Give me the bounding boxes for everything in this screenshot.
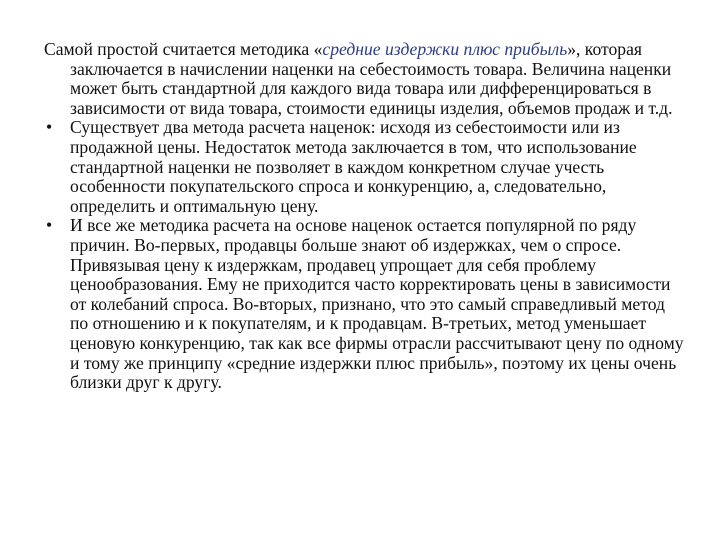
intro-text-after: », которая заключается в начислении наценки на себестоимость товара. Величина наценки может быть стандартной для каждого вида товара или дифференцироваться в зависимости от вида товара, стоимости единицы изделия, объемов продаж и т.д. — [70, 39, 673, 118]
bullet-icon: • — [46, 215, 53, 236]
slide-body — [44, 40, 684, 393]
bullet-text-popularity: И все же методика расчета на основе наценок остается популярной по ряду причин. Во-первых, продавцы больше знают об издержках, чем о спросе. Привязывая цену к издержкам, продавец упрощает для себя проблему ценообразования. Ему не приходится часто корректировать цены в зависимости от колебаний спроса. Во-вторых, признано, что это самый справедливый метод по отношению и к покупателям, и к продавцам. В-третьих, метод уменьшает ценовую конкуренцию, так как все фирмы отрасли рассчитывают цену по одному и тому же принципу «средние издержки плюс прибыль», поэтому их цены очень близки друг к другу. — [70, 215, 684, 393]
bullet-icon: • — [46, 117, 53, 138]
bullet-paragraph-popularity — [44, 216, 684, 392]
intro-paragraph — [44, 40, 684, 118]
bullet-text-methods: Существует два метода расчета наценок: исходя из себестоимости или из продажной цены. Недостаток метода заключается в том, что использование стандартной наценки не позволяет в каждом конкретном случае учесть особенности покупательского спроса и конкуренцию, а, следовательно, определить и оптимальную цену. — [70, 117, 637, 216]
method-name-emphasis: средние издержки плюс прибыль — [322, 39, 568, 59]
intro-text-before: Самой простой считается методика « — [44, 39, 323, 59]
bullet-paragraph-methods — [44, 118, 684, 216]
